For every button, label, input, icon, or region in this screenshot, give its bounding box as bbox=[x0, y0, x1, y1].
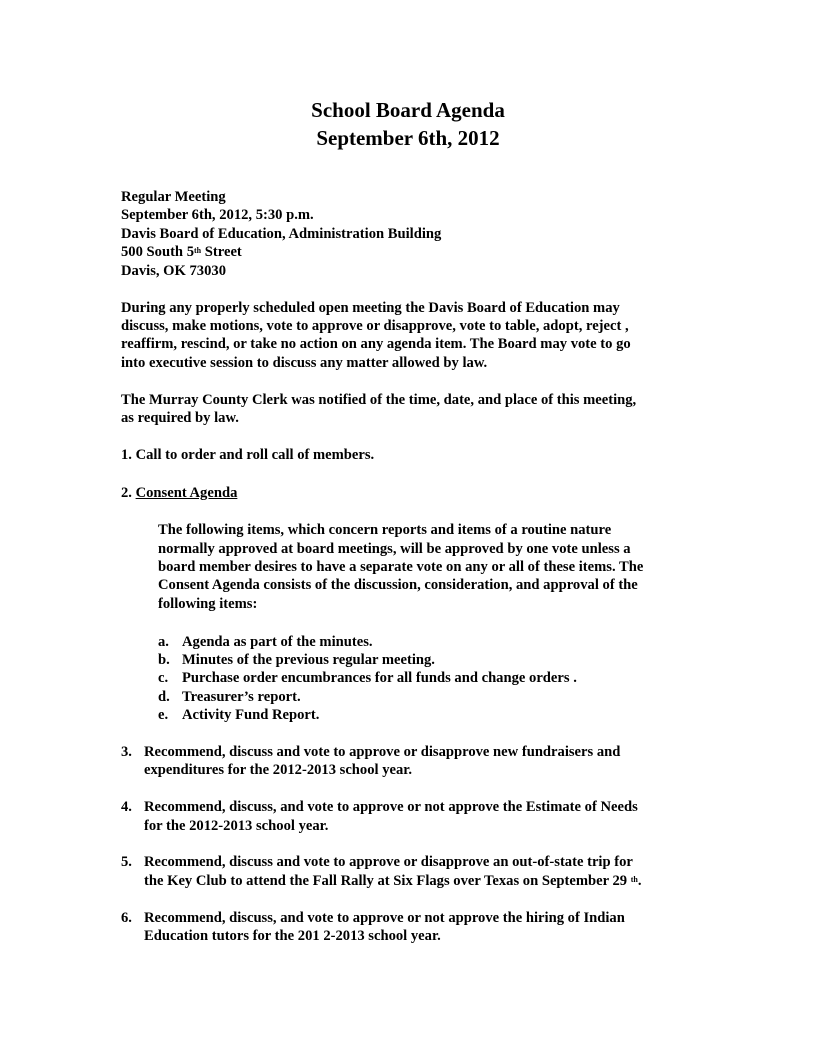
consent-item-text: Minutes of the previous regular meeting. bbox=[182, 652, 435, 668]
consent-item-letter: a. bbox=[158, 634, 169, 650]
street-ordinal: th bbox=[194, 246, 202, 255]
agenda-item-4: Recommend, discuss, and vote to approve or not approve the Estimate of Needs bbox=[144, 799, 638, 815]
consent-desc-line: following items: bbox=[158, 596, 258, 612]
document-date: September 6th, 2012 bbox=[316, 126, 500, 150]
consent-item-text: Purchase order encumbrances for all funds and change orders . bbox=[182, 670, 577, 686]
agenda-item-4-cont: for the 2012-2013 school year. bbox=[144, 818, 329, 834]
item-6-number: 6. bbox=[121, 910, 132, 926]
notice-line: as required by law. bbox=[121, 410, 239, 426]
meeting-street bbox=[121, 243, 242, 261]
intro-line: During any properly scheduled open meeting the Davis Board of Education may bbox=[121, 300, 620, 316]
agenda-item-5: Recommend, discuss and vote to approve or disapprove an out-of-state trip for bbox=[144, 854, 633, 870]
intro-line: reaffirm, rescind, or take no action on any agenda item. The Board may vote to go bbox=[121, 336, 631, 352]
item-5-ordinal: th bbox=[630, 875, 638, 884]
agenda-item-3: Recommend, discuss and vote to approve or disapprove new fundraisers and bbox=[144, 744, 621, 760]
consent-item-letter: e. bbox=[158, 707, 169, 723]
document-title: School Board Agenda bbox=[311, 98, 505, 122]
agenda-item-1: 1. Call to order and roll call of members. bbox=[121, 447, 375, 463]
item-3-number: 3. bbox=[121, 744, 132, 760]
consent-item-letter: c. bbox=[158, 670, 169, 686]
item-5-period: . bbox=[637, 873, 642, 889]
consent-desc-line: The following items, which concern reports and items of a routine nature bbox=[158, 522, 612, 538]
consent-desc-line: Consent Agenda consists of the discussion, consideration, and approval of the bbox=[158, 577, 638, 593]
street-number: 500 South 5 bbox=[121, 244, 194, 260]
meeting-datetime: September 6th, 2012, 5:30 p.m. bbox=[121, 207, 314, 223]
intro-line: discuss, make motions, vote to approve or disapprove, vote to table, adopt, reject , bbox=[121, 318, 629, 334]
meeting-location: Davis Board of Education, Administration Building bbox=[121, 226, 442, 242]
intro-line: into executive session to discuss any matter allowed by law. bbox=[121, 355, 488, 371]
agenda-item-5-cont bbox=[144, 872, 642, 890]
meeting-type: Regular Meeting bbox=[121, 189, 226, 205]
item-2-number: 2. bbox=[121, 485, 136, 501]
meeting-city: Davis, OK 73030 bbox=[121, 263, 226, 279]
street-name: Street bbox=[201, 244, 242, 260]
consent-item-text: Activity Fund Report. bbox=[182, 707, 320, 723]
item-5-number: 5. bbox=[121, 854, 132, 870]
consent-item-letter: b. bbox=[158, 652, 170, 668]
consent-desc-line: board member desires to have a separate vote on any or all of these items. The bbox=[158, 559, 644, 575]
agenda-item-3-cont: expenditures for the 2012-2013 school year. bbox=[144, 762, 413, 778]
consent-desc-line: normally approved at board meetings, will be approved by one vote unless a bbox=[158, 541, 631, 557]
consent-item-letter: d. bbox=[158, 689, 170, 705]
item-4-number: 4. bbox=[121, 799, 132, 815]
item-5-text: the Key Club to attend the Fall Rally at Six Flags over Texas on September 29 bbox=[144, 873, 631, 889]
consent-agenda-heading: Consent Agenda bbox=[135, 485, 238, 501]
agenda-item-6-cont: Education tutors for the 201 2-2013 school year. bbox=[144, 928, 441, 944]
agenda-item-2 bbox=[121, 484, 237, 502]
consent-item-text: Agenda as part of the minutes. bbox=[182, 634, 373, 650]
notice-line: The Murray County Clerk was notified of the time, date, and place of this meeting, bbox=[121, 392, 637, 408]
consent-item-text: Treasurer’s report. bbox=[182, 689, 301, 705]
agenda-item-6: Recommend, discuss, and vote to approve or not approve the hiring of Indian bbox=[144, 910, 625, 926]
